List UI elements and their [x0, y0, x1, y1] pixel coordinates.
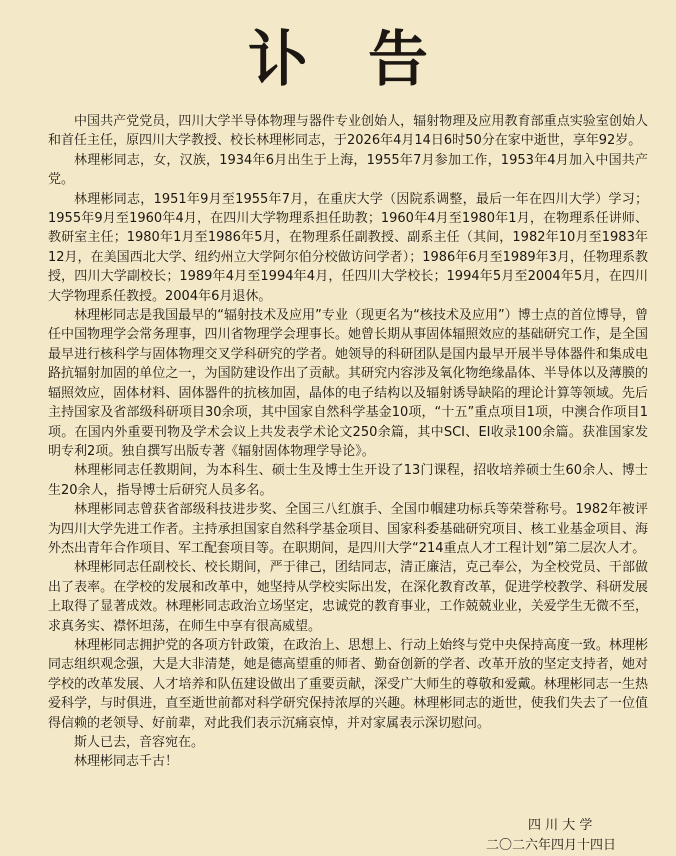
paragraph-birth: 林理彬同志，女，汉族，1934年6月出生于上海，1955年7月参加工作，1953年4月加入中国共产党。: [48, 152, 648, 188]
obituary-title: 讣告: [248, 25, 488, 95]
paragraph-career: 林理彬同志，1951年9月至1955年7月，在重庆大学（因院系调整，最后一年在四川大学）学习；1955年9月至1960年4月，在四川大学物理系担任助教；1960年4月至1980年1月，在物理系任讲师、教研室主任；1980年1月至1986年5月，在物理系任副教授、副系主任（其间，1982年10月至1983年12月，在美国西北大学、纽约州立大学阿尔伯分校做访问学者）；1986年6月至1989年3月，任物理系教授，四川大学副校长；1989年4月至1994年4月，任四川大学校长；1994年5月至2004年5月，在四川大学物理系任教授。2004年6月退休。: [48, 191, 648, 304]
signature-date: 二〇二六年四月十四日: [486, 838, 617, 853]
paragraph-farewell: 斯人已去，音容宛在。: [74, 735, 205, 750]
paragraph-eternal: 林理彬同志千古！: [74, 754, 179, 770]
paragraph-honors: 林理彬同志曾获省部级科技进步奖、全国三八红旗手、全国巾帼建功标兵等荣誉称号。1982年被评为四川大学先进工作者。主持承担国家自然科学基金项目、国家科委基础研究项目、核工业基金项目、海外杰出青年合作项目、军工配套项目等。在职期间，是四川大学“214重点人才工程计划”第二层次人才。: [48, 502, 648, 556]
paragraph-tribute: 林理彬同志拥护党的各项方针政策，在政治上、思想上、行动上始终与党中央保持高度一致。林理彬同志组织观念强，大是大非清楚，她是德高望重的师者、勤奋创新的学者、改革开放的坚定支持者，她对学校的改革发展、人才培养和队伍建设做出了重要贡献，深受广大师生的尊敬和爱戴。林理彬同志一生热爱科学，与时俱进，直至逝世前都对科学研究保持浓厚的兴趣。林理彬同志的逝世，使我们失去了一位值得信赖的老领导、好前辈，对此我们表示沉痛哀悼，并对家属表示深切慰问。: [48, 637, 648, 731]
signature-organization: 四 川 大 学: [528, 818, 593, 833]
paragraph-research: 林理彬同志是我国最早的“辐射技术及应用”专业（现更名为“核技术及应用”）博士点的首位博导，曾任中国物理学会常务理事，四川省物理学会理事长。她曾长期从事固体辐照效应的基础研究工作，是全国最早进行核科学与固体物理交叉学科研究的学者。她领导的科研团队是国内最早开展半导体器件和集成电路抗辐射加固的单位之一，为国防建设作出了贡献。其研究内容涉及氧化物绝缘晶体、半导体以及薄膜的辐照效应，固体材料、固体器件的抗核加固，晶体的电子结构以及辐射诱导缺陷的理论计算等领域。先后主持国家及省部级科研项目30余项，其中国家自然科学基金10项，“十五”重点项目1项，中澳合作项目1项。在国内外重要刊物及学术会议上共发表学术论文250余篇，其中SCI、EI收录100余篇。获准国家发明专利2项。独自撰写出版专著《辐射固体物理学导论》。: [48, 308, 648, 459]
paragraph-leadership: 林理彬同志任副校长、校长期间，严于律己，团结同志，清正廉洁，克己奉公，为全校党员、干部做出了表率。在学校的发展和改革中，她坚持从学校实际出发，在深化教育改革，促进学校教学、科研发展上取得了显著成效。林理彬同志政治立场坚定，忠诚党的教育事业，工作兢兢业业，关爱学生无微不至，求真务实、襟怀坦荡，在师生中享有很高威望。: [48, 560, 648, 634]
paragraph-intro: 中国共产党党员，四川大学半导体物理与器件专业创始人，辐射物理及应用教育部重点实验室创始人和首任主任，原四川大学教授、校长林理彬同志，于2026年4月14日6时50分在家中逝世，享年92岁。: [48, 114, 648, 149]
obituary-body: [48, 112, 648, 772]
signature-block: [486, 816, 656, 856]
paragraph-teaching: 林理彬同志任教期间，为本科生、硕士生及博士生开设了13门课程，招收培养硕士生60余人、博士生20余人，指导博士后研究人员多名。: [48, 463, 648, 498]
